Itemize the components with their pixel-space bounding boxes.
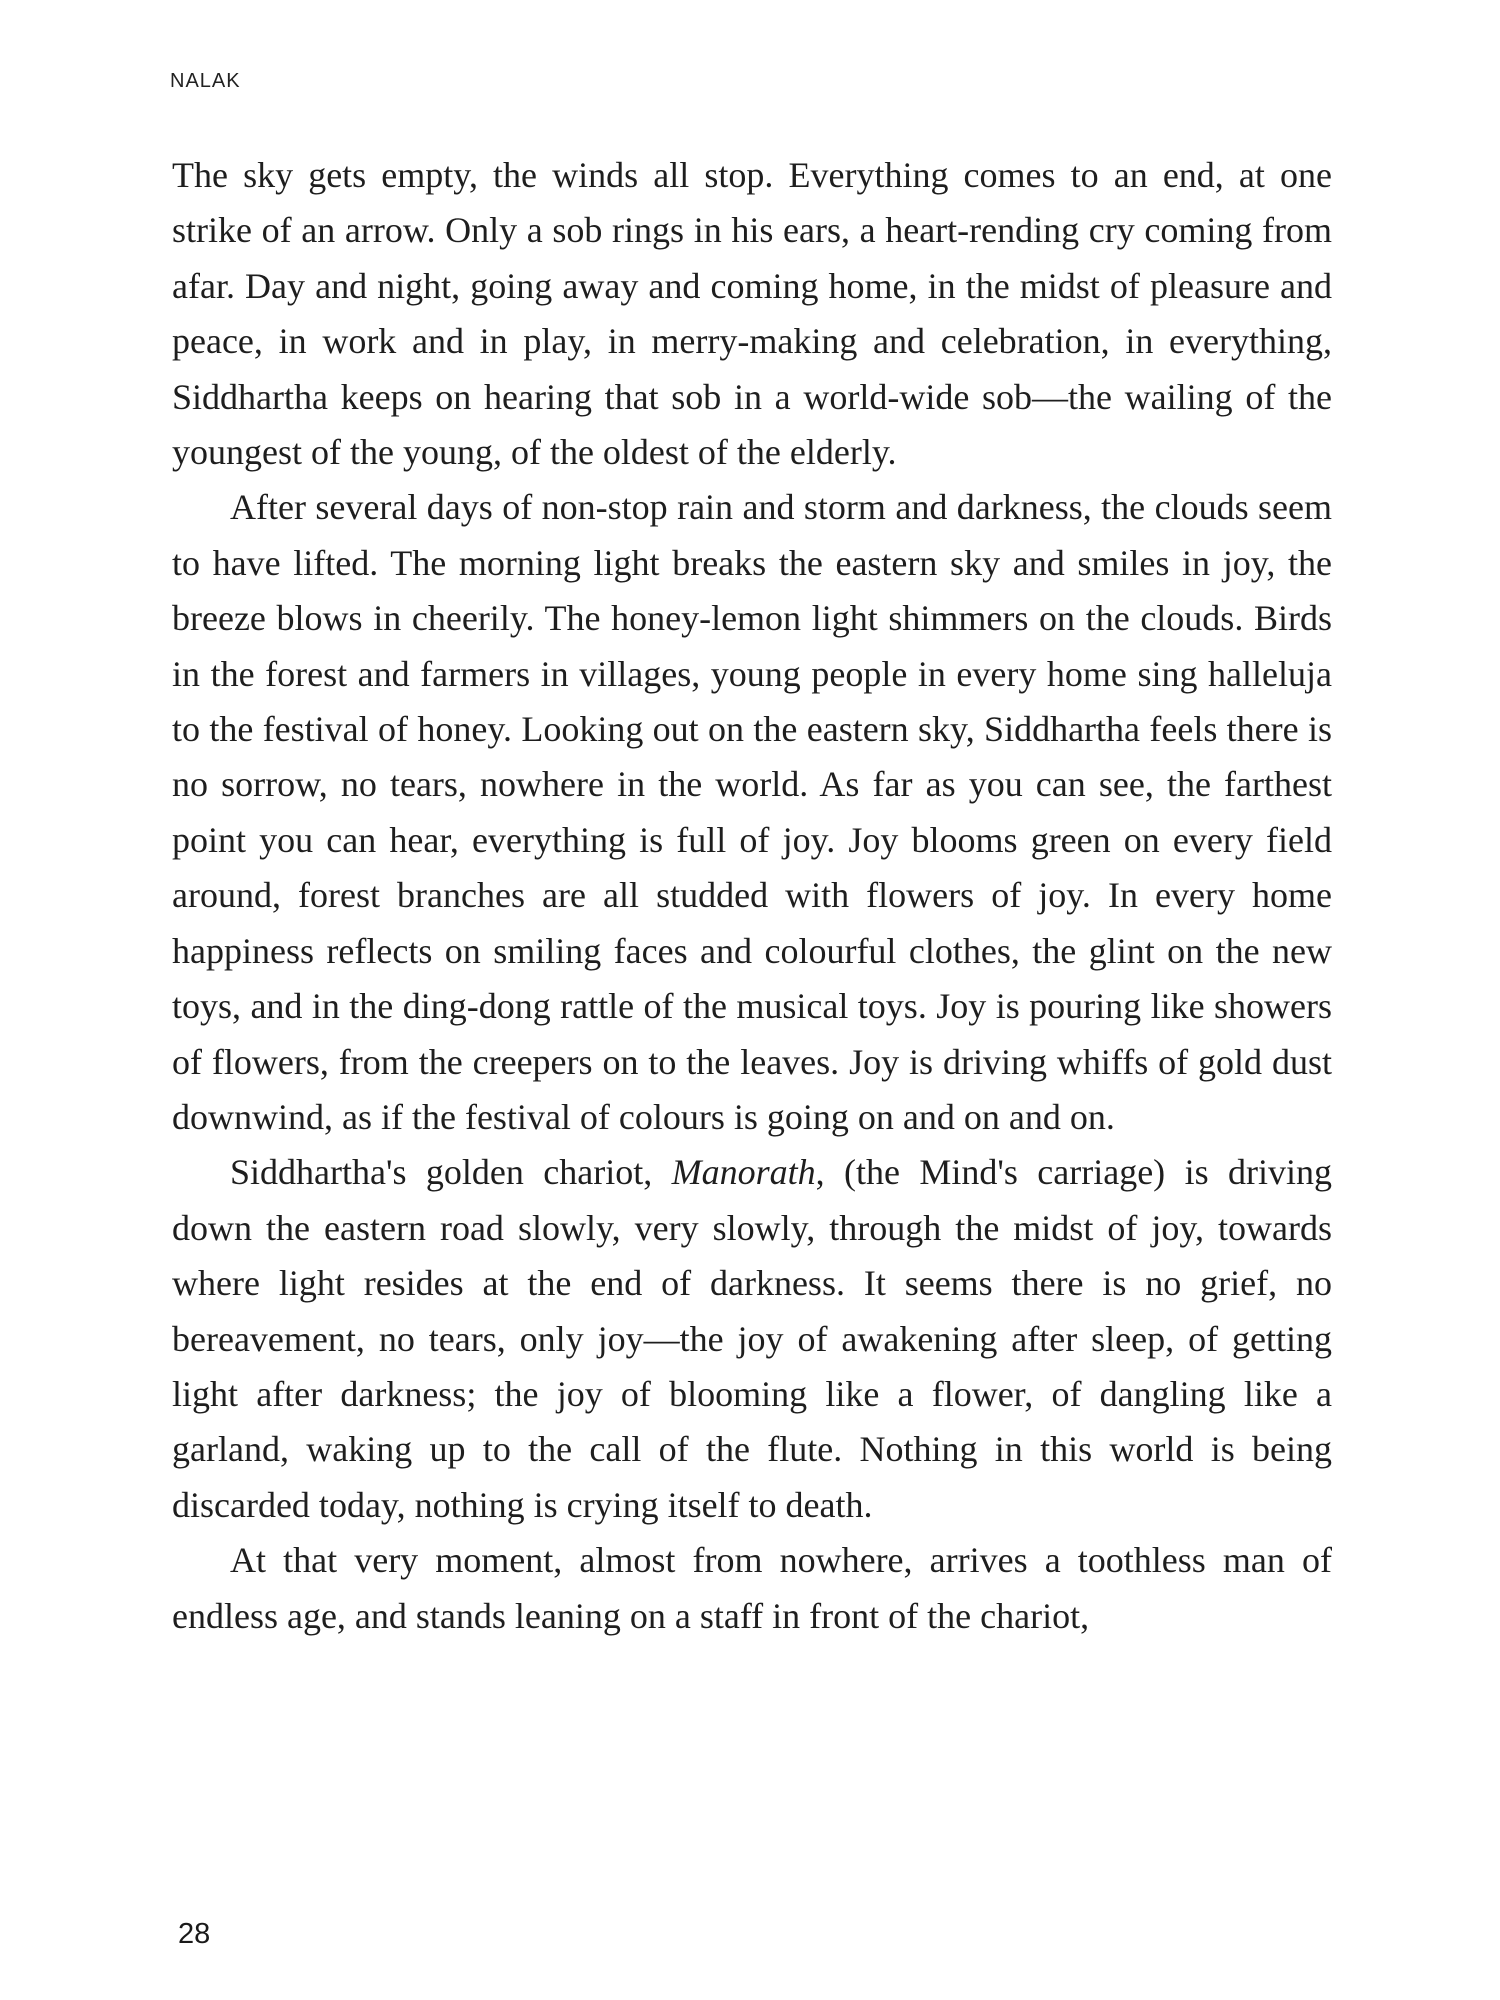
- paragraph-3-lead: Siddhartha's golden chariot,: [230, 1152, 672, 1193]
- paragraph-1: The sky gets empty, the winds all stop. Everything comes to an end, at one strike of an arrow. Only a sob rings in his ears, a heart-rending cry coming from afar. Day and night, going away and coming home, in the midst of pleasure and peace, in work and in play, in merry-making and celebration, in everything, Siddhartha keeps on hearing that sob in a world-wide sob—the wailing of the youngest of the young, of the oldest of the elderly.: [172, 155, 1332, 473]
- body-text: [172, 148, 1332, 1644]
- page-number: 28: [178, 1918, 211, 1950]
- running-head: NALAK: [170, 70, 241, 92]
- chariot-name: Manorath: [671, 1152, 816, 1193]
- paragraph-3: [172, 1145, 1332, 1533]
- paragraph-3-rest: , (the Mind's carriage) is driving down the eastern road slowly, very slowly, through the midst of joy, towards where light resides at the end of darkness. It seems there is no grief, no bereavement, no tears, only joy—the joy of awakening after sleep, of getting light after darkness; the joy of blooming like a flower, of dangling like a garland, waking up to the call of the flute. Nothing in this world is being discarded today, nothing is crying itself to death.: [172, 1152, 1332, 1525]
- paragraph-4: At that very moment, almost from nowhere, arrives a toothless man of endless age, and stands leaning on a staff in front of the chariot,: [172, 1540, 1332, 1636]
- paragraph-2: After several days of non-stop rain and storm and darkness, the clouds seem to have lifted. The morning light breaks the eastern sky and smiles in joy, the breeze blows in cheerily. The honey-lemon light shimmers on the clouds. Birds in the forest and farmers in villages, young people in every home sing halleluja to the festival of honey. Looking out on the eastern sky, Siddhartha feels there is no sorrow, no tears, nowhere in the world. As far as you can see, the farthest point you can hear, everything is full of joy. Joy blooms green on every field around, forest branches are all studded with flowers of joy. In every home happiness reflects on smiling faces and colourful clothes, the glint on the new toys, and in the ding-dong rattle of the musical toys. Joy is pouring like showers of flowers, from the creepers on to the leaves. Joy is driving whiffs of gold dust downwind, as if the festival of colours is going on and on and on.: [172, 487, 1332, 1137]
